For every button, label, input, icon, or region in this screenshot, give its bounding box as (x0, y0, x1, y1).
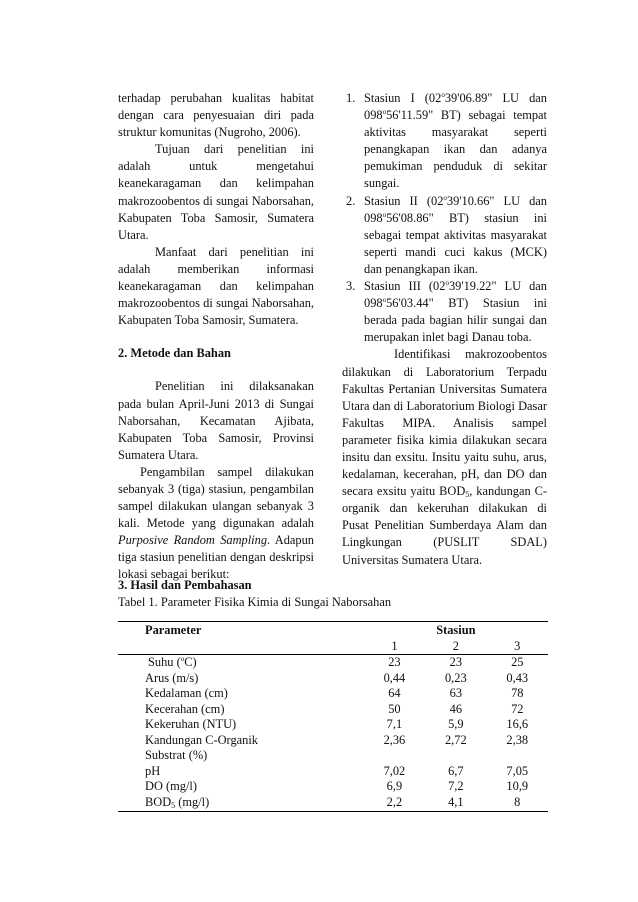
station-item: 1. Stasiun I (02$^o$39'06.89" LU dan 098$^o$56'11.59" BT) sebagai tempat aktivitas masyarakat seperti penangkapan ikan dan adanya pemukiman penduduk di sekitar sungai. (346, 91, 547, 191)
row-label: $BOD_5$ (mg/l) (118, 795, 364, 812)
table-row: Kekeruhan (NTU) 7,1 5,9 16,6 (118, 717, 548, 733)
sampling-paragraph: Pengambilan sampel dilakukan sebanyak 3 (tiga) stasiun, pengambilan sampel dilakukan ulangan sebanyak 3 kali. Metode yang digunakan adalah Purposive Random Sampling. Adapun tiga stasiun penelitian dengan deskripsi lokasi sebagai berikut: (118, 464, 314, 582)
left-column (118, 90, 314, 584)
stasiun-header: Stasiun (364, 622, 548, 639)
table-row: Suhu ($^o$C) 23 23 25 (118, 655, 548, 671)
parameter-table (118, 621, 548, 812)
right-column (342, 90, 547, 569)
station-item: 3. Stasiun III (02$^o$39'19.22" LU dan 098$^o$56'03.44" BT) Stasiun ini berada pada bagian hilir sungai dan merupakan inlet bagi Danau toba. (346, 279, 547, 345)
row-label: Kecerahan (cm) (145, 701, 225, 716)
table-row (118, 748, 548, 764)
intro-paragraph: terhadap perubahan kualitas habitat dengan cara penyesuaian diri pada struktur komunitas (Nugroho, 2006). (118, 91, 314, 140)
table-row: DO (mg/l) 6,9 7,2 10,9 (118, 779, 548, 795)
table-row: $BOD_5$ (mg/l) 2,2 4,1 8 (118, 795, 548, 812)
row-label: Kekeruhan (NTU) (145, 717, 237, 731)
station-list (342, 90, 547, 346)
row-label: Substrat (%) (145, 748, 208, 762)
table-caption: Tabel 1. Parameter Fisika Kimia di Sungai Naborsahan (118, 595, 392, 609)
table-row: Arus (m/s) 0,44 0,23 0,43 (118, 671, 548, 687)
method-name: Purposive Random Sampling (118, 533, 268, 548)
row-label: DO (mg/l) (145, 779, 197, 793)
identification-paragraph: Identifikasi makrozoobentos dilakukan di Laboratorium Terpadu Fakultas Pertanian Universitas Sumatera Utara dan di Laboratorium Biologi Dasar Fakultas MIPA. Analisis sampel parameter fisika kimia dilakukan secara insitu dan exsitu. Insitu yaitu suhu, arus, kedalaman, kecerahan, pH, dan DO dan secara exsitu yaitu $BOD_5$, kandungan C-organik dan kekeruhan dilakukan di Pusat Penelitian Sumberdaya Alam dan Lingkungan (PUSLIT SDAL) Universitas Sumatera Utara. (342, 347, 547, 567)
station-item: 2. Stasiun II (02$^o$39'10.66" LU dan 098$^o$56'08.86" BT) stasiun ini sebagai tempat aktivitas masyarakat seperti mandi cuci kakus (MCK) dan penangkapan ikan. (346, 193, 547, 276)
results-heading: 3. Hasil dan Pembahasan (118, 578, 252, 592)
station-col-header: 2 (425, 639, 486, 655)
row-label: pH (145, 763, 161, 778)
table-row: Kedalaman (cm) 64 63 78 (118, 686, 548, 702)
results-section (118, 577, 548, 611)
methods-heading: 2. Metode dan Bahan (118, 346, 231, 361)
row-label: Kandungan C-Organik (145, 732, 258, 747)
table-row: Kandungan C-Organik 2,36 2,72 2,38 (118, 733, 548, 749)
parameter-header: Parameter (118, 622, 364, 639)
row-label: Suhu ($^o$C) (148, 655, 197, 669)
objective-paragraph: Tujuan dari penelitian ini adalah untuk mengetahui keanekaragaman dan kelimpahan makrozoobentos di sungai Naborsahan, Kabupaten Toba Samosir, Sumatera Utara. (118, 142, 314, 242)
benefit-paragraph: Manfaat dari penelitian ini adalah memberikan informasi keanekaragaman dan kelimpahan makrozoobentos di sungai Naborsahan, Kabupaten Toba Samosir, Sumatera. (118, 244, 314, 328)
table-row: Kecerahan (cm) 50 46 72 (118, 702, 548, 718)
station-col-header: 3 (487, 639, 548, 655)
methods-paragraph: Penelitian ini dilaksanakan pada bulan April-Juni 2013 di Sungai Naborsahan, Kecamatan Ajibata, Kabupaten Toba Samosir, Provinsi Sumatera Utara. (118, 379, 314, 462)
table-subheader-row (118, 639, 548, 655)
row-label: Arus (m/s) (145, 670, 199, 685)
station-col-header: 1 (364, 639, 425, 655)
table-header-row (118, 622, 548, 639)
table-row: pH 7,02 6,7 7,05 (118, 764, 548, 780)
row-label: Kedalaman (cm) (145, 686, 228, 700)
